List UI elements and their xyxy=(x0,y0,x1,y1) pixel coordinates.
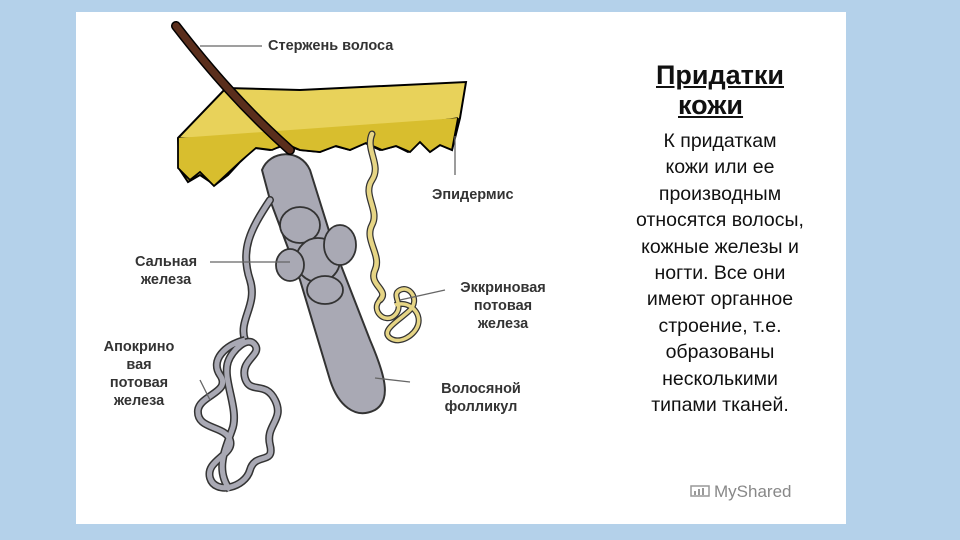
apocrine-gland xyxy=(198,200,278,490)
label-hair-follicle xyxy=(418,380,544,416)
body-line: производным xyxy=(658,182,782,205)
body-line: кожные железы и xyxy=(641,235,799,258)
slide-title-line-2: кожи xyxy=(678,90,744,120)
epidermis-block xyxy=(178,82,466,186)
label-apocrine-gland xyxy=(88,338,190,410)
body-line: типами тканей. xyxy=(651,394,789,417)
slide-title xyxy=(628,60,838,120)
presentation-icon xyxy=(690,485,710,499)
label-eccrine-line-1: Эккриновая xyxy=(460,280,546,296)
label-epidermis: Эпидермис xyxy=(432,187,514,203)
label-sebaceous-gland xyxy=(122,253,210,289)
label-apocrine-line-3: потовая xyxy=(109,375,169,391)
body-line: кожи или ее xyxy=(665,156,775,179)
label-sebaceous-line-2: железа xyxy=(140,272,192,288)
watermark-text: MyShared xyxy=(714,482,792,501)
label-sebaceous-line-1: Сальная xyxy=(134,254,198,270)
label-eccrine-gland xyxy=(440,279,566,333)
label-apocrine-line-2: вая xyxy=(126,357,152,373)
myshared-watermark[interactable] xyxy=(690,481,791,503)
slide-title-line-1: Придатки xyxy=(656,60,784,90)
body-line: несколькими xyxy=(662,367,778,390)
body-line: К придаткам xyxy=(663,130,777,152)
body-line: имеют органное xyxy=(646,288,794,311)
label-follicle-line-2: фолликул xyxy=(444,399,518,415)
label-apocrine-line-4: железа xyxy=(113,393,165,409)
body-line: строение, т.е. xyxy=(658,314,782,337)
body-line: относятся волосы, xyxy=(636,209,804,232)
label-eccrine-line-3: железа xyxy=(477,316,529,332)
label-eccrine-line-2: потовая xyxy=(473,298,533,314)
body-line: образованы xyxy=(665,341,775,364)
label-apocrine-line-1: Апокрино xyxy=(103,339,175,355)
label-follicle-line-1: Волосяной xyxy=(441,381,521,397)
body-line: ногти. Все они xyxy=(654,262,786,285)
slide-body-text xyxy=(600,128,840,418)
label-hair-shaft: Стержень волоса xyxy=(268,38,394,54)
eccrine-gland xyxy=(369,134,419,340)
